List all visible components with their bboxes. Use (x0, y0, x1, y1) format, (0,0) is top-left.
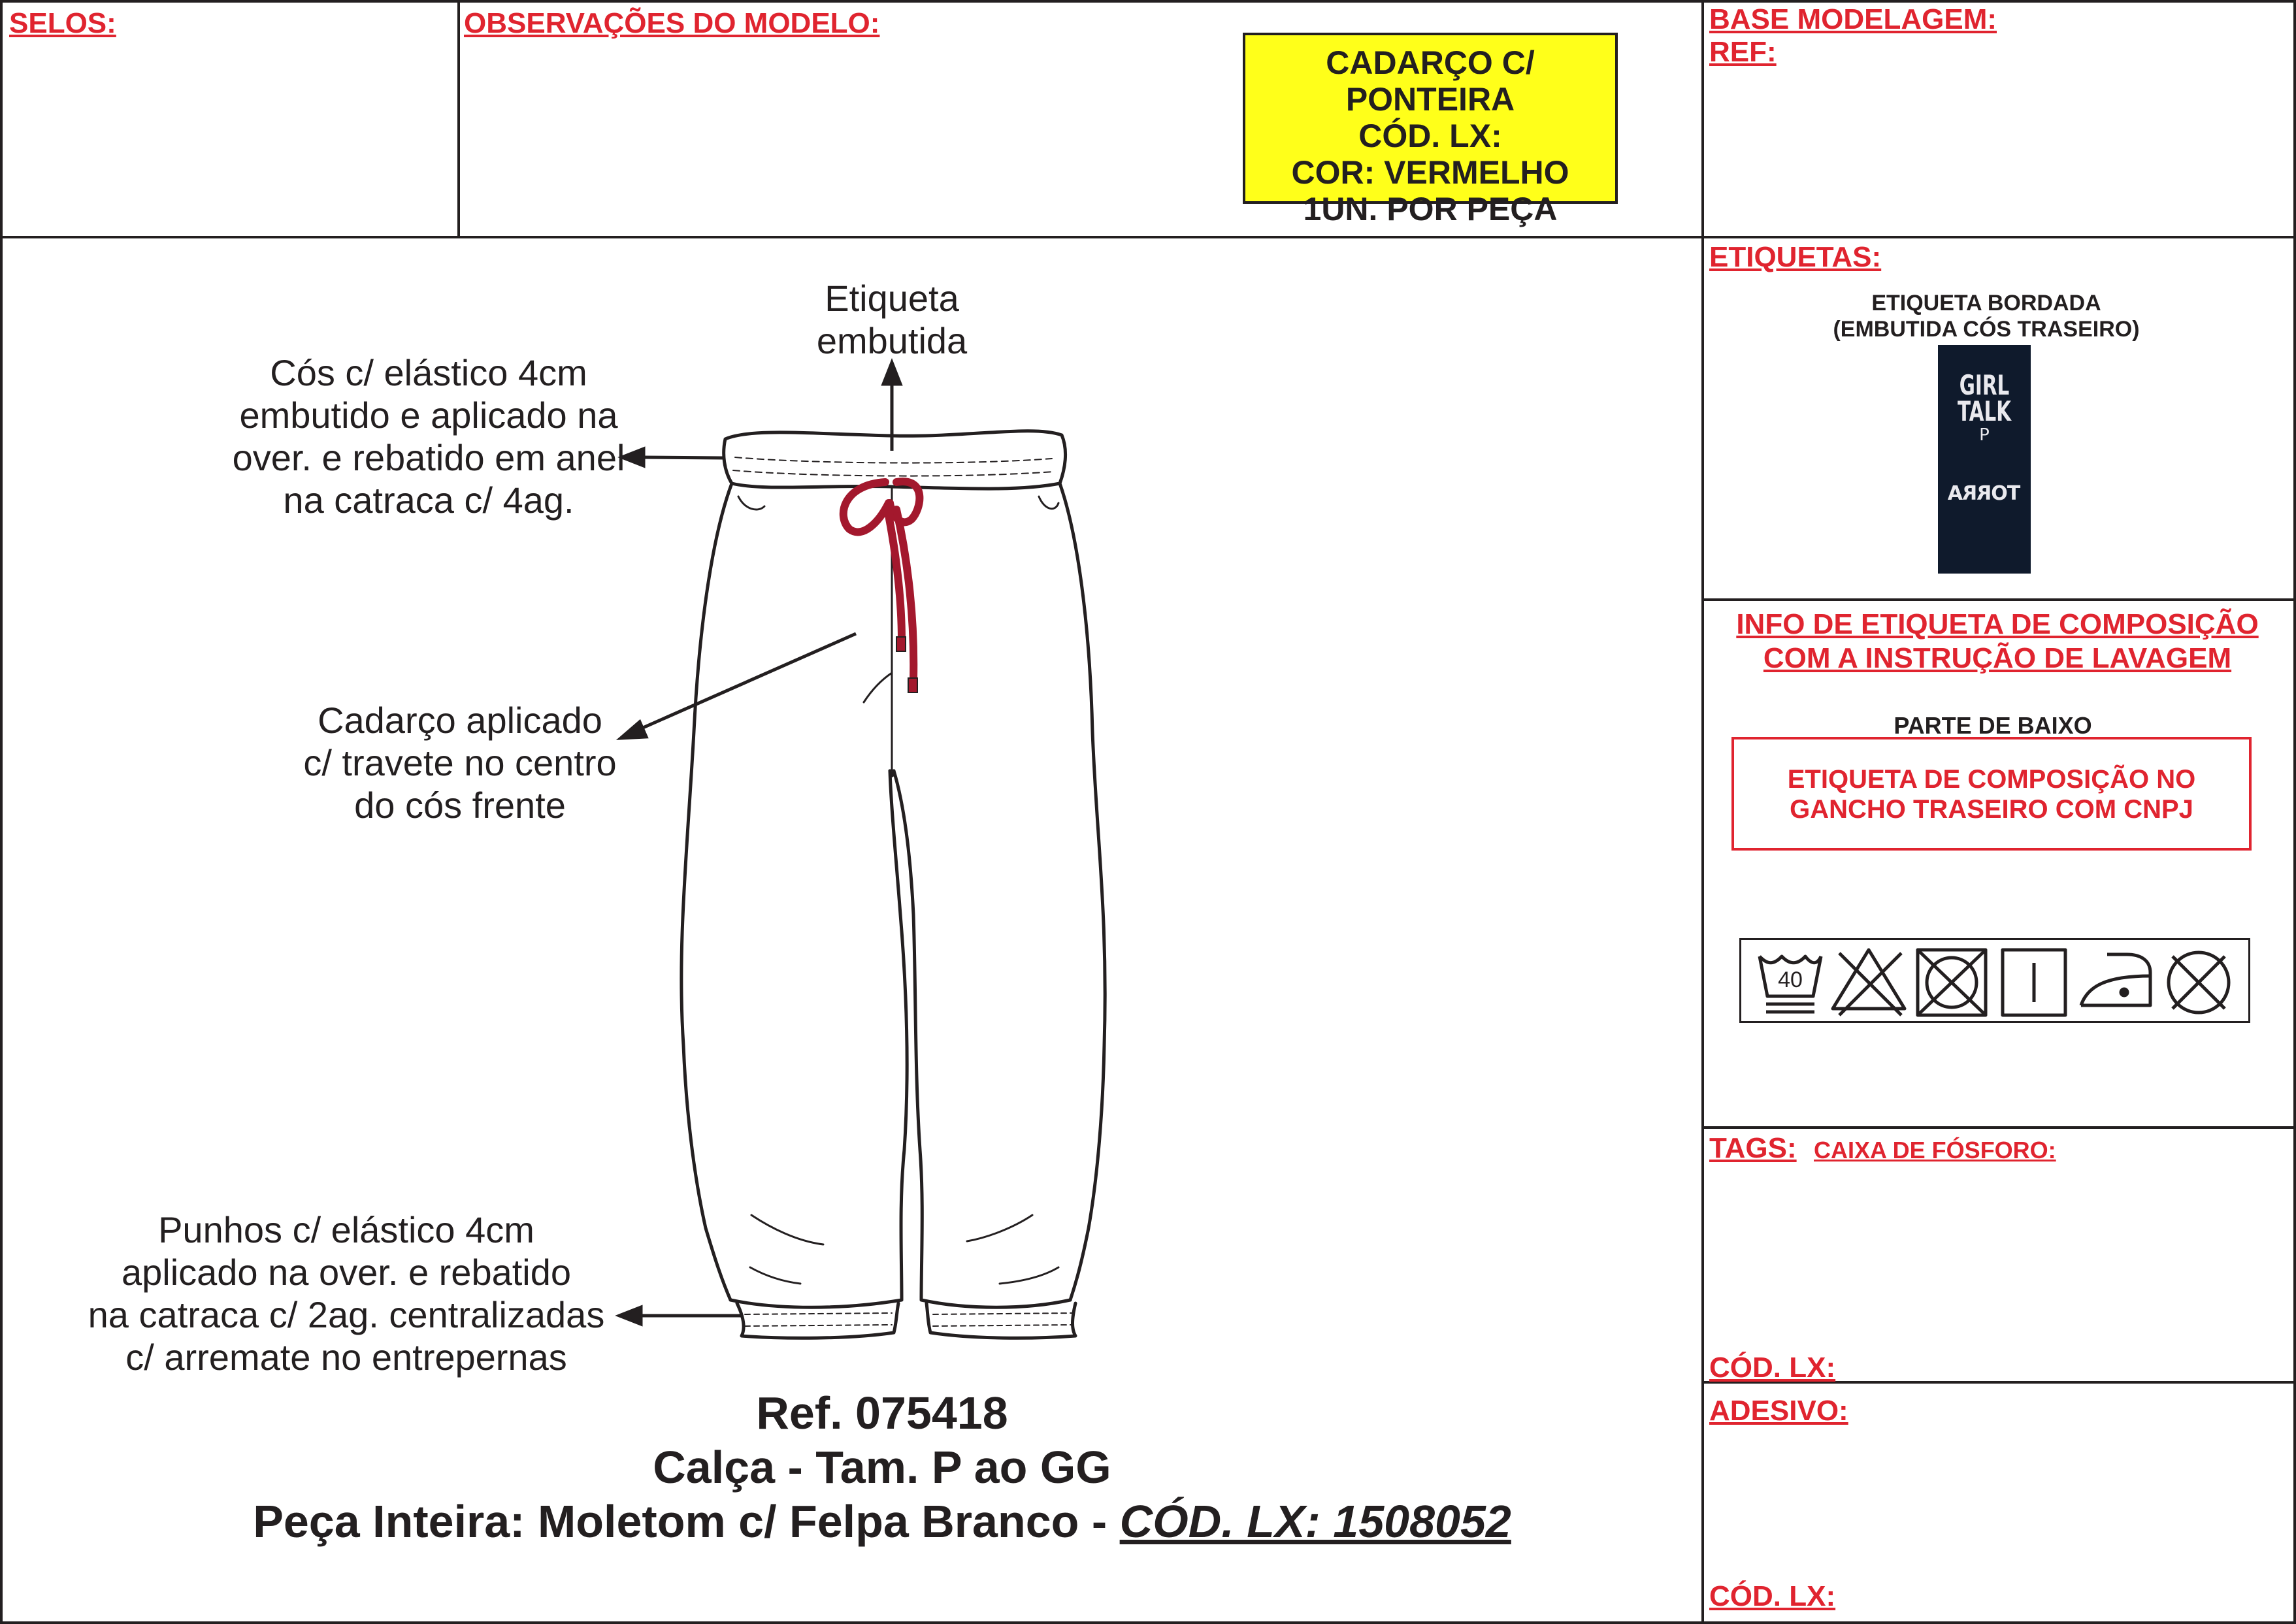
callout-cos-line-3: over. e rebatido em anel (232, 437, 625, 478)
tag-brand-text: TORRA (1948, 482, 2021, 505)
right-leg-outline (1060, 483, 1105, 1300)
material-prefix: Peça Inteira: Moletom c/ Felpa Branco - (253, 1496, 1120, 1547)
etiqueta-desc-line-2: (EMBUTIDA CÓS TRASEIRO) (1833, 317, 2140, 342)
adesivo-cod-label: CÓD. LX: (1709, 1580, 1836, 1612)
composicao-box (1731, 737, 2252, 851)
drawstring (844, 481, 920, 679)
product-material (65, 1495, 1699, 1549)
callout-cos-line-2: embutido e aplicado na (239, 395, 618, 436)
callout-punhos-line-1: Punhos c/ elástico 4cm (158, 1209, 534, 1250)
wash-temp-text: 40 (1778, 967, 1803, 992)
callout-cadarco (277, 699, 643, 826)
tags-label: TAGS: (1709, 1132, 1797, 1164)
yellow-note-line-2: CÓD. LX: (1358, 118, 1502, 154)
callout-punhos-line-4: c/ arremate no entrepernas (125, 1337, 567, 1378)
callout-cos-line-1: Cós c/ elástico 4cm (270, 352, 587, 393)
no-dry-clean-icon (2169, 952, 2229, 1013)
callout-punhos (65, 1209, 627, 1378)
etiqueta-desc (1816, 290, 2156, 342)
composicao-title (1707, 608, 2288, 675)
base-modelagem-label: BASE MODELAGEM: (1709, 3, 1997, 35)
tag-talk-text: TALK (1957, 395, 2012, 427)
callout-etiqueta (781, 277, 1003, 362)
yellow-note-line-3: COR: VERMELHO (1291, 154, 1569, 191)
no-bleach-icon (1833, 950, 1905, 1015)
callout-cos (193, 351, 664, 521)
composicao-title-line-2: COM A INSTRUÇÃO DE LAVAGEM (1763, 642, 2232, 674)
callout-cadarco-line-3: do cós frente (354, 785, 566, 826)
material-code: CÓD. LX: 1508052 (1119, 1496, 1511, 1547)
composicao-title-line-1: INFO DE ETIQUETA DE COMPOSIÇÃO (1736, 608, 2259, 640)
left-leg-outline (681, 483, 732, 1300)
callout-cadarco-line-2: c/ travete no centro (303, 742, 617, 783)
observacoes-label: OBSERVAÇÕES DO MODELO: (464, 7, 880, 39)
product-name: Calça - Tam. P ao GG (653, 1442, 1111, 1493)
callout-punhos-line-2: aplicado na over. e rebatido (121, 1252, 572, 1293)
yellow-note-line-4: 1UN. POR PEÇA (1303, 191, 1558, 227)
callout-etiqueta-line-1: Etiqueta (825, 278, 959, 319)
composicao-box-line-1: ETIQUETA DE COMPOSIÇÃO NO (1787, 765, 2196, 794)
etiquetas-label: ETIQUETAS: (1709, 241, 1882, 273)
care-symbols-strip (1739, 938, 2250, 1023)
tag-size-text: P (1979, 425, 1990, 445)
yellow-note-line-1: CADARÇO C/ PONTEIRA (1326, 44, 1535, 118)
callout-cos-line-4: na catraca c/ 4ag. (283, 479, 574, 521)
ref-label: REF: (1709, 36, 1777, 68)
care-symbols-svg (1741, 940, 2248, 1021)
embroidered-label (1938, 345, 2031, 574)
iron-low-icon (2081, 954, 2150, 1005)
callout-cadarco-line-1: Cadarço aplicado (318, 700, 602, 741)
tag-girl-text: GIRL (1959, 369, 2010, 401)
no-tumble-dry-icon (1918, 950, 1986, 1015)
selos-label: SELOS: (9, 7, 116, 39)
product-info (65, 1386, 1699, 1549)
caixa-fosforo-label: CAIXA DE FÓSFORO: (1814, 1137, 2056, 1163)
adesivo-label: ADESIVO: (1709, 1395, 1848, 1427)
parte-de-baixo: PARTE DE BAIXO (1894, 712, 2092, 739)
line-dry-icon (2003, 950, 2065, 1015)
callout-etiqueta-line-2: embutida (816, 320, 968, 361)
product-ref: Ref. 075418 (756, 1388, 1008, 1438)
callout-punhos-line-3: na catraca c/ 2ag. centralizadas (88, 1294, 605, 1335)
wash-40-icon (1760, 956, 1821, 1012)
composicao-box-line-2: GANCHO TRASEIRO COM CNPJ (1790, 795, 2193, 824)
etiqueta-desc-line-1: ETIQUETA BORDADA (1871, 291, 2101, 316)
tags-cod-label: CÓD. LX: (1709, 1352, 1836, 1384)
